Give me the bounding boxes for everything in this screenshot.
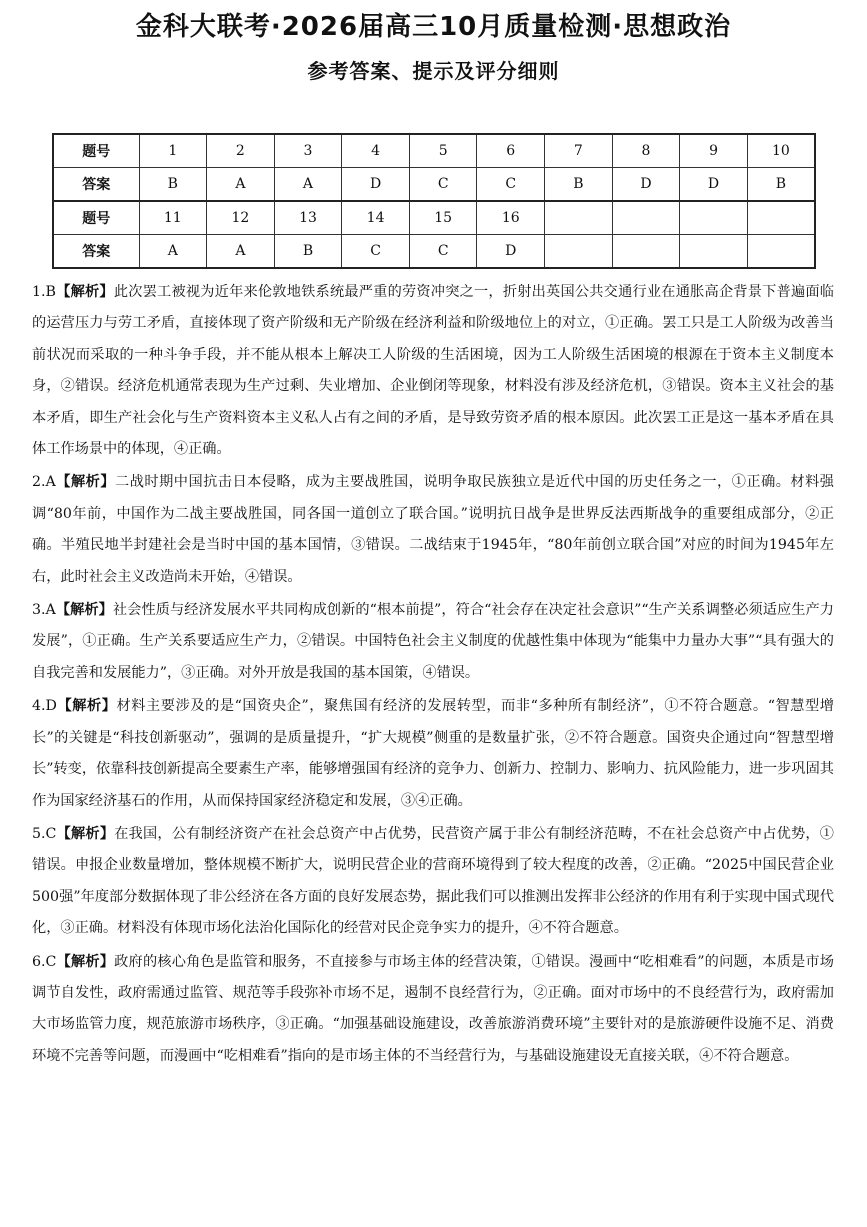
question-number-header: 题号 <box>53 134 139 168</box>
answer-cell: B <box>747 168 815 202</box>
question-number-cell: 11 <box>139 201 207 235</box>
item-text: 材料主要涉及的是“国资央企”，聚焦国有经济的发展转型，而非“多种所有制经济”，①不符合题意。“智慧型增长”的关键是“科技创新驱动”，强调的是质量提升，“扩大规模”侧重的是数量扩张，②不符合题意。国资央企通过向“智慧型增长”转变，依靠科技创新提高全要素生产率，能够增强国有经济的竞争力、创新力、控制力、影响力、抗风险能力，进一步巩固其作为国家经济基石的作用，从而保持国家经济稳定和发展，③④正确。 <box>32 698 834 809</box>
explanation-item <box>32 691 834 817</box>
question-number-cell <box>612 201 680 235</box>
item-number: 1.B <box>32 284 56 300</box>
analysis-tag: 【解析】 <box>56 953 115 970</box>
answer-row <box>53 235 815 269</box>
answer-header: 答案 <box>53 235 139 269</box>
answer-cell: B <box>274 235 342 269</box>
question-number-row <box>53 201 815 235</box>
answer-table <box>52 133 816 269</box>
answer-cell <box>747 235 815 269</box>
question-number-header: 题号 <box>53 201 139 235</box>
answer-cell: D <box>342 168 410 202</box>
analysis-tag: 【解析】 <box>56 698 117 715</box>
explanation-item <box>32 819 834 945</box>
question-number-cell: 16 <box>477 201 545 235</box>
item-number: 6.C <box>32 953 57 970</box>
item-number: 4.D <box>32 698 57 715</box>
explanation-item <box>32 277 834 465</box>
answer-cell: C <box>342 235 410 269</box>
item-number: 3.A <box>32 602 56 619</box>
question-number-cell: 1 <box>139 134 207 168</box>
question-number-cell: 4 <box>342 134 410 168</box>
answer-cell: A <box>274 168 342 202</box>
explanation-item <box>32 467 834 593</box>
question-number-cell: 3 <box>274 134 342 168</box>
answer-cell: D <box>477 235 545 269</box>
analysis-tag: 【解析】 <box>56 825 115 842</box>
item-text: 社会性质与经济发展水平共同构成创新的“根本前提”，符合“社会存在决定社会意识”“生产关系调整必须适应生产力发展”，①正确。生产关系要适应生产力，②错误。中国特色社会主义制度的优越性集中体现为“能集中力量办大事”“具有强大的自我完善和发展能力”，③正确。对外开放是我国的基本国策，④错误。 <box>32 602 834 681</box>
answer-cell: A <box>207 168 275 202</box>
question-number-cell <box>545 201 613 235</box>
answer-cell: C <box>477 168 545 202</box>
item-text: 二战时期中国抗击日本侵略，成为主要战胜国，说明争取民族独立是近代中国的历史任务之一，①正确。材料强调“80年前，中国作为二战主要战胜国，同各国一道创立了联合国。”说明抗日战争是世界反法西斯战争的重要组成部分，②正确。半殖民地半封建社会是当时中国的基本国情，③错误。二战结束于1945年，“80年前创立联合国”对应的时间为1945年左右，此时社会主义改造尚未开始，④错误。 <box>32 474 834 585</box>
answer-cell: D <box>612 168 680 202</box>
page-subtitle: 参考答案、提示及评分细则 <box>307 59 560 83</box>
explanation-list <box>32 277 834 1074</box>
answer-cell: B <box>139 168 207 202</box>
question-number-cell: 12 <box>207 201 275 235</box>
analysis-tag: 【解析】 <box>55 284 114 300</box>
answer-cell: D <box>680 168 748 202</box>
answer-cell <box>612 235 680 269</box>
question-number-cell: 9 <box>680 134 748 168</box>
item-number: 5.C <box>32 825 57 842</box>
item-text: 此次罢工被视为近年来伦敦地铁系统最严重的劳资冲突之一，折射出英国公共交通行业在通胀高企背景下普遍面临的运营压力与劳工矛盾，直接体现了资产阶级和无产阶级在经济利益和阶级地位上的对立，①正确。罢工只是工人阶级为改善当前状况而采取的一种斗争手段，并不能从根本上解决工人阶级的生活困境，因为工人阶级生活困境的根源在于资本主义制度本身，②错误。经济危机通常表现为生产过剩、失业增加、企业倒闭等现象，材料没有涉及经济危机，③错误。资本主义社会的基本矛盾，即生产社会化与生产资料资本主义私人占有之间的矛盾，是导致劳资矛盾的根本原因。此次罢工正是这一基本矛盾在具体工作场景中的体现，④正确。 <box>32 284 834 458</box>
answer-cell <box>545 235 613 269</box>
answer-cell: B <box>545 168 613 202</box>
item-number: 2.A <box>32 474 56 491</box>
question-number-cell <box>680 201 748 235</box>
item-text: 政府的核心角色是监管和服务，不直接参与市场主体的经营决策，①错误。漫画中“吃相难看”的问题，本质是市场调节自发性，政府需通过监管、规范等手段弥补市场不足，遏制不良经营行为，②正确。面对市场中的不良经营行为，政府需加大市场监管力度，规范旅游市场秩序，③正确。“加强基础设施建设，改善旅游消费环境”主要针对的是旅游硬件设施不足、消费环境不完善等问题，而漫画中“吃相难看”指向的是市场主体的不当经营行为，与基础设施建设无直接关联，④不符合题意。 <box>32 953 834 1064</box>
question-number-cell: 8 <box>612 134 680 168</box>
explanation-item <box>32 947 834 1073</box>
question-number-cell: 13 <box>274 201 342 235</box>
question-number-cell <box>747 201 815 235</box>
question-number-cell: 5 <box>409 134 477 168</box>
question-number-row <box>53 134 815 168</box>
question-number-cell: 15 <box>409 201 477 235</box>
question-number-cell: 14 <box>342 201 410 235</box>
page-title: 金科大联考·2026届高三10月质量检测·思想政治 <box>135 12 732 42</box>
answer-cell: C <box>409 168 477 202</box>
question-number-cell: 7 <box>545 134 613 168</box>
answer-cell <box>680 235 748 269</box>
answer-header: 答案 <box>53 168 139 202</box>
analysis-tag: 【解析】 <box>55 474 116 491</box>
answer-row <box>53 168 815 202</box>
question-number-cell: 10 <box>747 134 815 168</box>
question-number-cell: 2 <box>207 134 275 168</box>
answer-cell: A <box>207 235 275 269</box>
explanation-item <box>32 595 834 689</box>
answer-cell: A <box>139 235 207 269</box>
item-text: 在我国，公有制经济资产在社会总资产中占优势，民营资产属于非公有制经济范畴，不在社会总资产中占优势，①错误。申报企业数量增加，整体规模不断扩大，说明民营企业的营商环境得到了较大程度的改善，②正确。“2025中国民营企业500强”年度部分数据体现了非公经济在各方面的良好发展态势，据此我们可以推测出发挥非公经济的作用有利于实现中国式现代化，③正确。材料没有体现市场化法治化国际化的经营对民企竞争实力的提升，④不符合题意。 <box>32 825 834 937</box>
question-number-cell: 6 <box>477 134 545 168</box>
answer-cell: C <box>409 235 477 269</box>
analysis-tag: 【解析】 <box>55 602 113 619</box>
